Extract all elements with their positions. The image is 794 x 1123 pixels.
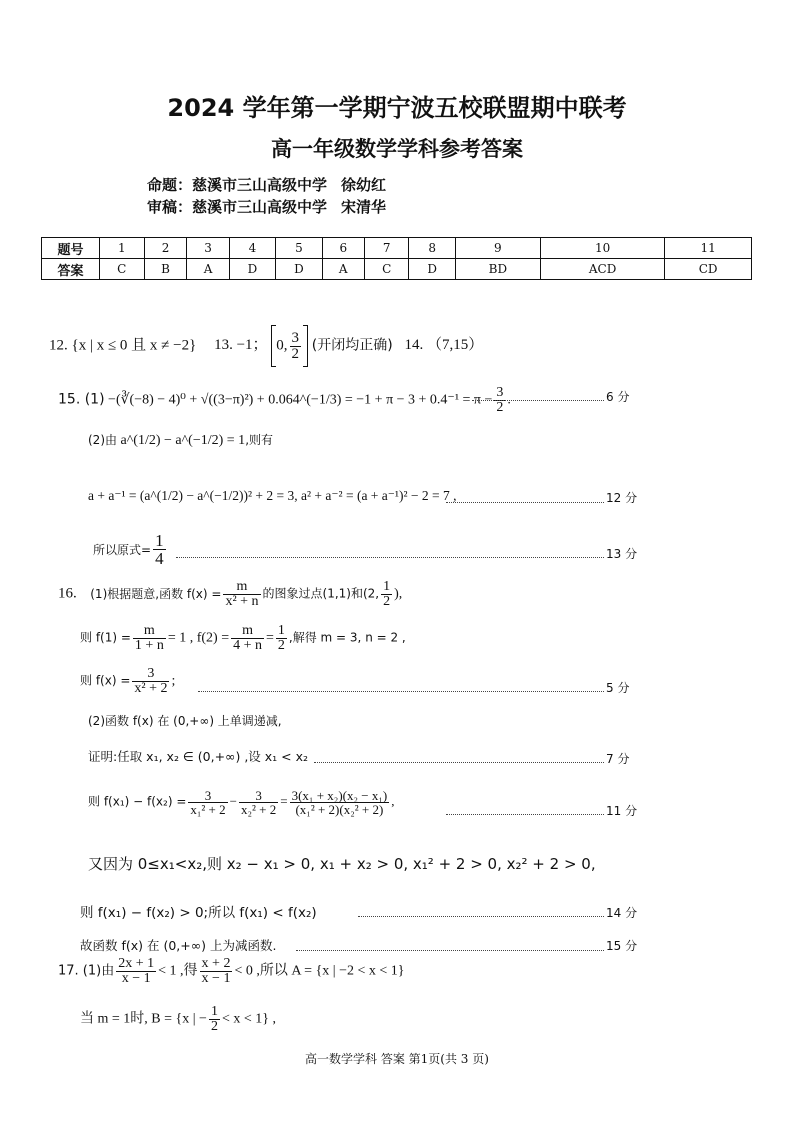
question-number: 4 — [229, 238, 275, 259]
denominator: x − 1 — [121, 971, 151, 986]
question-number: 8 — [409, 238, 455, 259]
fraction — [276, 624, 287, 653]
q12-14-line — [49, 325, 483, 367]
score-5: 5 分 — [606, 681, 630, 695]
q16-line9: 故函数 f(x) 在 (0,+∞) 上为减函数. — [80, 938, 277, 953]
page-title: 2024 学年第一学期宁波五校联盟期中联考 — [167, 94, 627, 122]
setter-line — [147, 174, 400, 195]
q12-answer: 12. {x | x ≤ 0 且 x ≠ −2} — [49, 337, 197, 354]
q17-line2-b: < x < 1} , — [221, 1011, 276, 1027]
reviewer-name: 宋清华 — [341, 198, 387, 216]
q17-line1-b: < 0 ,所以 A = {x | −2 < x < 1} — [234, 963, 405, 979]
numerator: 2x + 1 — [118, 956, 155, 971]
q16-fx-fraction — [223, 580, 260, 609]
score-12: 12 分 — [606, 491, 638, 505]
numerator: 3 — [132, 667, 169, 682]
numerator: 1 — [277, 623, 285, 638]
q16-line3-a: 则 f(x) = — [80, 673, 131, 688]
q14-answer: 14. （7,15） — [404, 337, 484, 354]
score-15: 15 分 — [606, 939, 638, 953]
q16-line1 — [58, 580, 402, 609]
q15-part2-cond: a^(1/2) − a^(−1/2) = 1 — [120, 433, 246, 448]
numerator: 3 — [291, 329, 300, 346]
leader-dots — [446, 502, 604, 503]
fraction — [209, 1005, 220, 1034]
q16-line1-a: (1)根据题意,函数 f(x) = — [90, 586, 222, 601]
leader-dots — [446, 814, 604, 815]
numerator: 3(x₁ + x₂)(x₂ − x₁) — [291, 788, 388, 803]
q16-line3 — [80, 667, 175, 696]
denominator: 2 — [291, 345, 300, 362]
row-label-answer: 答案 — [42, 259, 100, 280]
question-number: 9 — [455, 238, 540, 259]
answer-cell: D — [276, 259, 322, 280]
question-number: 1 — [100, 238, 145, 259]
q17-line1-a: < 1 ,得 — [158, 963, 198, 979]
denominator: 2 — [496, 400, 504, 415]
answer-cell: A — [187, 259, 229, 280]
q15-conclusion-text: 所以原式= — [93, 543, 152, 557]
q16-line2-d: ,解得 m = 3, n = 2 , — [288, 630, 406, 645]
q13-note: (开闭均正确) — [311, 337, 393, 354]
q16-line1-b: 的图象过点(1,1)和(2, — [262, 586, 380, 601]
fraction — [188, 789, 227, 816]
q15-part1-expr: −(∛(−8) − 4)⁰ + √((3−π)²) + 0.064^(−1/3) = −1 + π − 3 + 0.4⁻¹ = π − — [108, 392, 493, 408]
page-subtitle: 高一年级数学学科参考答案 — [271, 137, 523, 161]
fraction — [133, 624, 166, 653]
q13-fraction — [290, 331, 302, 362]
q16-line4: (2)函数 f(x) 在 (0,+∞) 上单调递减, — [88, 714, 282, 728]
question-number: 2 — [144, 238, 187, 259]
score-11: 11 分 — [606, 804, 638, 818]
leader-dots — [296, 950, 604, 951]
q15-part2-then: ,则有 — [245, 433, 274, 447]
denominator: 4 — [155, 549, 164, 568]
numerator: m — [133, 624, 166, 639]
question-number: 7 — [364, 238, 409, 259]
denominator: x − 1 — [201, 971, 231, 986]
fraction — [116, 957, 156, 986]
answer-cell: C — [364, 259, 409, 280]
denominator: 2 — [210, 1019, 218, 1034]
denominator: 4 + n — [233, 638, 263, 653]
fraction — [231, 624, 264, 653]
q15-part2-intro: (2)由 — [88, 433, 117, 447]
bracket-right — [303, 325, 308, 367]
q15-conclusion — [93, 532, 168, 567]
answer-cell: ACD — [540, 259, 664, 280]
leader-dots — [472, 400, 604, 401]
reviewer-line — [147, 196, 400, 217]
denominator: (x₁² + 2)(x₂² + 2) — [295, 802, 384, 817]
q16-label: 16. — [58, 585, 77, 602]
leader-dots — [314, 762, 604, 763]
answer-row — [42, 259, 752, 280]
q16-line2 — [80, 624, 406, 653]
numerator: 1 — [210, 1004, 218, 1019]
q15-part2-derivation: a + a⁻¹ = (a^(1/2) − a^(−1/2))² + 2 = 3, a² + a⁻² = (a + a⁻¹)² − 2 = 7 , — [88, 488, 457, 503]
answer-cell: D — [409, 259, 455, 280]
q16-line2-a: 则 f(1) = — [80, 630, 131, 645]
answer-cell: A — [322, 259, 364, 280]
q16-line6 — [88, 789, 394, 816]
fraction — [290, 789, 390, 816]
q15-label: 15. (1) — [58, 391, 105, 408]
q17-line2-a: 当 m = 1时, B = {x | − — [80, 1011, 207, 1027]
score-14: 14 分 — [606, 906, 638, 920]
numerator: 3 — [188, 789, 227, 803]
score-7: 7 分 — [606, 752, 630, 766]
question-number: 10 — [540, 238, 664, 259]
answer-cell: B — [144, 259, 187, 280]
q15-part2-condition — [88, 434, 273, 448]
q16-point-fraction — [381, 580, 392, 609]
leader-dots — [198, 691, 604, 692]
q16-line6-d: , — [391, 793, 395, 809]
q17-label: 17. (1)由 — [58, 963, 115, 979]
denominator: x₁² + 2 — [190, 802, 226, 817]
score-13: 13 分 — [606, 547, 638, 561]
setter-school: 慈溪市三山高级中学 — [192, 176, 328, 194]
setter-name: 徐幼红 — [341, 176, 387, 194]
q16-line6-c: = — [280, 793, 288, 809]
setter-label: 命题： — [147, 176, 193, 194]
q15-conclusion-fraction — [153, 532, 166, 567]
q16-line8: 则 f(x₁) − f(x₂) > 0;所以 f(x₁) < f(x₂) — [80, 905, 317, 921]
answer-table — [41, 237, 752, 280]
numerator: m — [231, 624, 264, 639]
denominator: x₂² + 2 — [240, 802, 277, 817]
denominator: 2 — [277, 638, 285, 653]
q16-line2-c: = — [266, 630, 274, 646]
reviewer-school: 慈溪市三山高级中学 — [192, 198, 328, 216]
leader-dots — [176, 557, 604, 558]
denominator: x² + n — [225, 594, 259, 609]
denominator: 1 + n — [134, 638, 164, 653]
answer-cell: C — [100, 259, 145, 280]
fraction — [132, 667, 169, 696]
fraction — [200, 957, 233, 986]
q17-line2 — [80, 1005, 276, 1034]
q16-line6-b: − — [229, 793, 237, 809]
numerator: 3 — [496, 385, 504, 400]
q16-line7: 又因为 0≤x₁<x₂,则 x₂ − x₁ > 0, x₁ + x₂ > 0, x₁² + 2 > 0, x₂² + 2 > 0, — [88, 855, 596, 873]
q16-line5: 证明:任取 x₁, x₂ ∈ (0,+∞) ,设 x₁ < x₂ — [88, 749, 309, 764]
numerator: 1 — [383, 579, 391, 594]
numerator: x + 2 — [201, 956, 231, 971]
answer-cell: CD — [665, 259, 752, 280]
row-label-number: 题号 — [42, 238, 100, 259]
numerator: m — [223, 580, 260, 595]
question-number: 5 — [276, 238, 322, 259]
score-6: 6 分 — [606, 390, 630, 404]
reviewer-label: 审稿： — [147, 198, 193, 216]
question-number: 6 — [322, 238, 364, 259]
number-row — [42, 238, 752, 259]
q13-interval-left: 0, — [276, 337, 288, 354]
q13-answer: 13. −1； — [214, 337, 268, 354]
denominator: 2 — [383, 594, 391, 609]
denominator: x² + 2 — [134, 681, 168, 696]
answer-cell: BD — [455, 259, 540, 280]
page-footer: 高一数学学科 答案 第1页(共 3 页) — [305, 1052, 489, 1066]
leader-dots — [358, 916, 604, 917]
numerator: 3 — [239, 789, 278, 803]
q17-line1 — [58, 957, 405, 986]
answer-cell: D — [229, 259, 275, 280]
q16-line3-b: ; — [171, 673, 176, 689]
question-number: 3 — [187, 238, 229, 259]
q16-line6-a: 则 f(x₁) − f(x₂) = — [88, 794, 187, 809]
question-number: 11 — [665, 238, 752, 259]
q16-line1-c: ), — [394, 586, 403, 602]
fraction — [239, 789, 278, 816]
numerator: 1 — [155, 531, 164, 550]
q16-line2-b: = 1 , f(2) = — [167, 630, 230, 646]
q15-part1: 15. (1) −(∛(−8) − 4)⁰ + √((3−π)²) + 0.064^(−1/3) = −1 + π − 3 + 0.4⁻¹ = π − $\frac{3}{2}$ . — [58, 385, 511, 415]
